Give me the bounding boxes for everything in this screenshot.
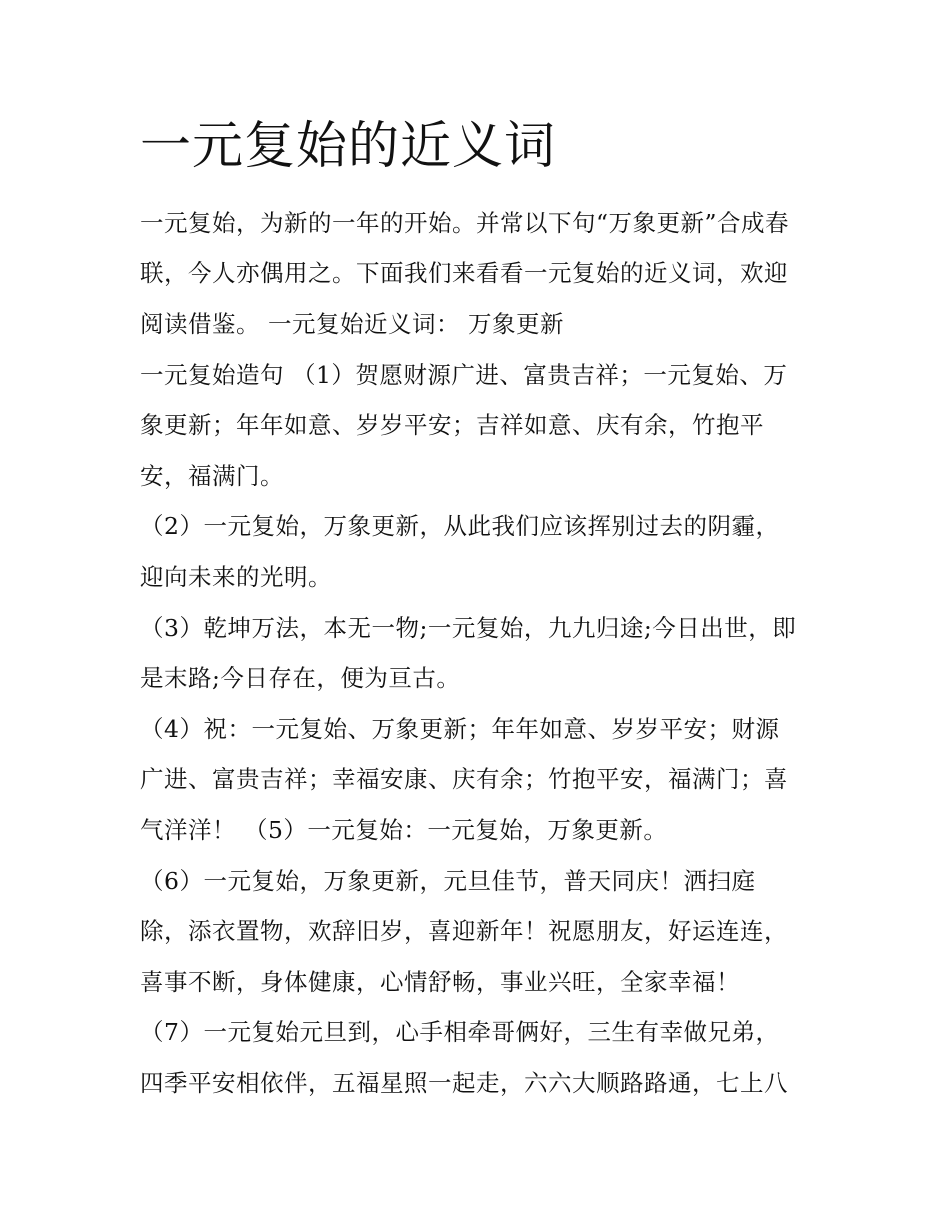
body-line: 一元复始，为新的一年的开始。并常以下句“万象更新”合成春 xyxy=(140,209,790,237)
body-line: （2）一元复始，万象更新，从此我们应该挥别过去的阴霾， xyxy=(140,512,780,540)
body-line: 四季平安相依伴，五福星照一起走，六六大顺路路通，七上八 xyxy=(140,1069,788,1097)
body-line: 安，福满门。 xyxy=(140,462,284,490)
body-line: 迎向未来的光明。 xyxy=(140,563,332,591)
body-line: 象更新；年年如意、岁岁平安；吉祥如意、庆有余，竹抱平 xyxy=(140,411,764,439)
body-line: 联，今人亦偶用之。下面我们来看看一元复始的近义词，欢迎 xyxy=(140,259,788,287)
body-line: 阅读借鉴。 一元复始近义词： 万象更新 xyxy=(140,310,564,338)
body-line: 除，添衣置物，欢辞旧岁，喜迎新年！祝愿朋友，好运连连， xyxy=(140,917,788,945)
body-line: 一元复始造句 （1）贺愿财源广进、富贵吉祥；一元复始、万 xyxy=(140,361,788,389)
body-line: 喜事不断，身体健康，心情舒畅，事业兴旺，全家幸福！ xyxy=(140,968,740,996)
body-line: （7）一元复始元旦到，心手相牵哥俩好，三生有幸做兄弟， xyxy=(140,1018,780,1046)
page-title: 一元复始的近义词 xyxy=(140,117,557,176)
body-line: 是末路;今日存在，便为亘古。 xyxy=(140,664,461,692)
body-line: （6）一元复始，万象更新，元旦佳节，普天同庆！洒扫庭 xyxy=(140,867,756,895)
body-line: 气洋洋！ （5）一元复始：一元复始，万象更新。 xyxy=(140,816,668,844)
body-line: （3）乾坤万法，本无一物;一元复始，九九归途;今日出世，即 xyxy=(140,614,797,642)
body-line: （4）祝：一元复始、万象更新；年年如意、岁岁平安；财源 xyxy=(140,715,780,743)
body-line: 广进、富贵吉祥；幸福安康、庆有余；竹抱平安，福满门；喜 xyxy=(140,765,788,793)
